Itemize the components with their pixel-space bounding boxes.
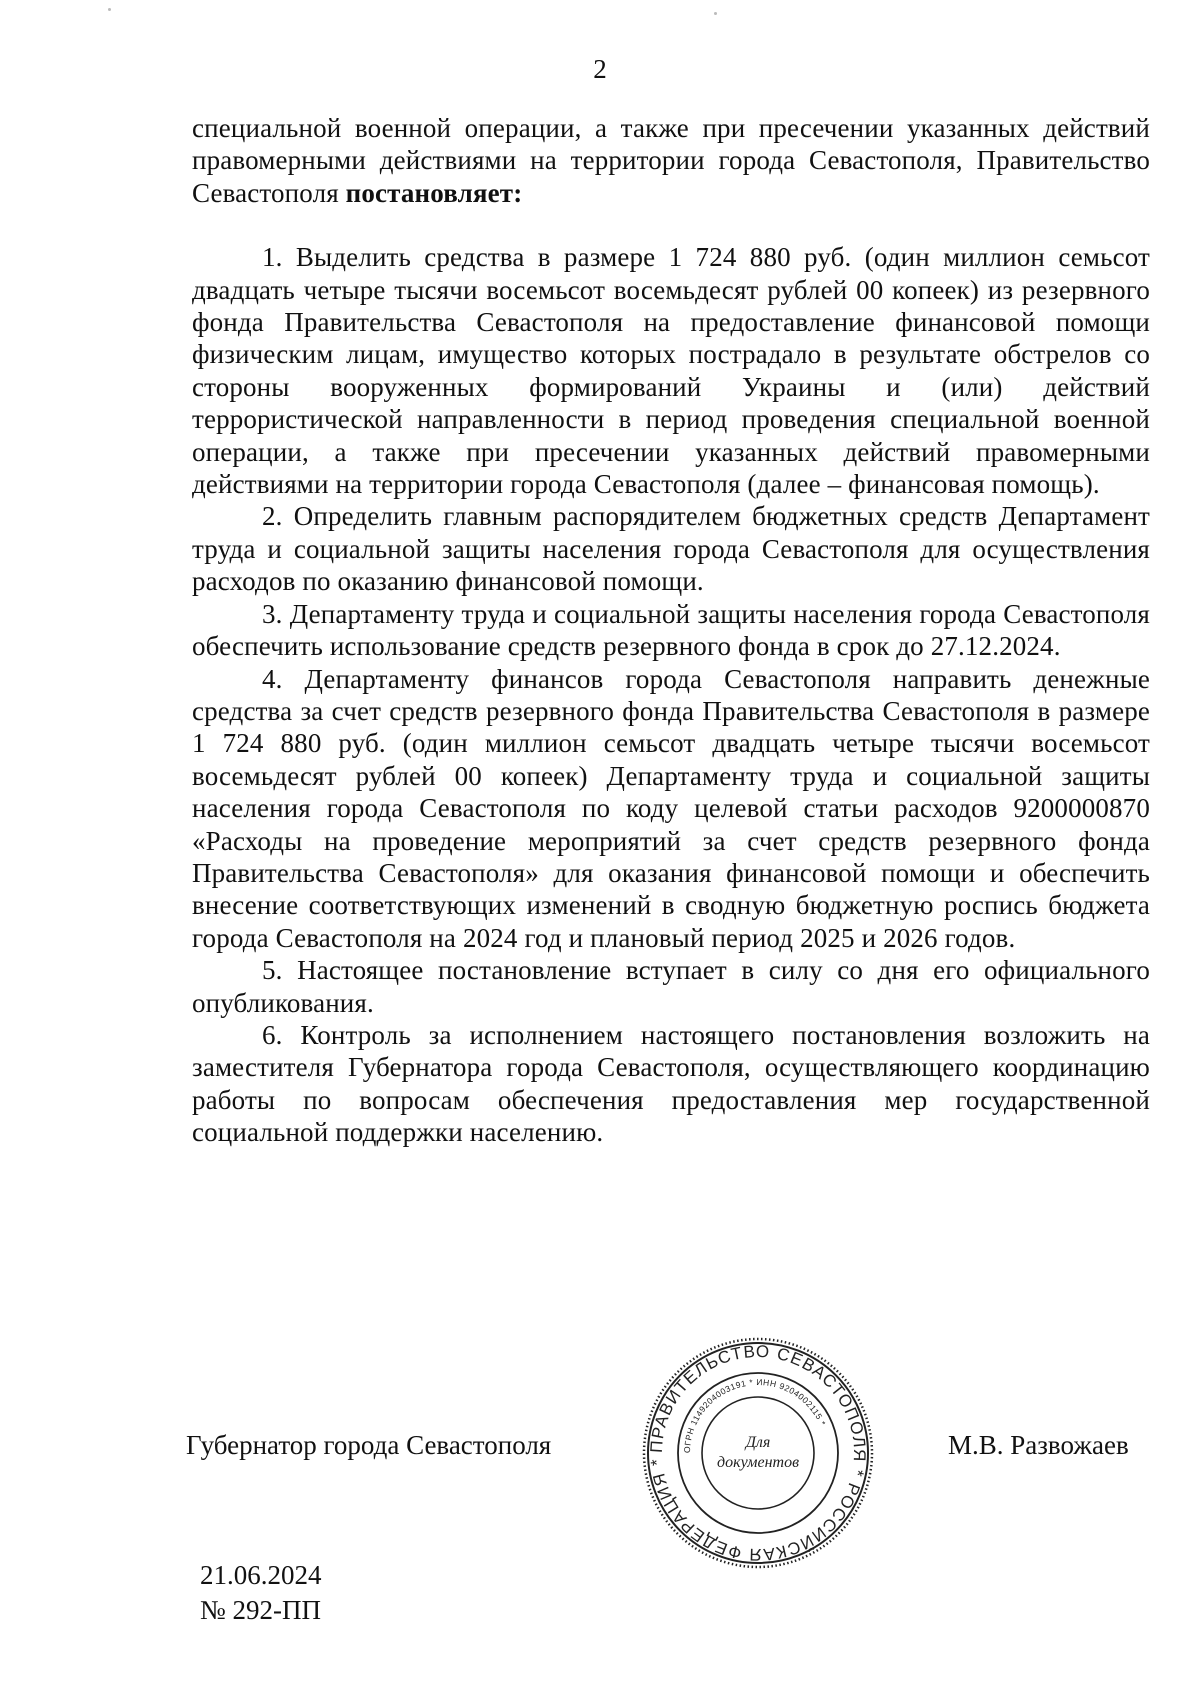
paragraph-item-1: 1. Выделить средства в размере 1 724 880 руб. (один миллион семьсот двадцать четыре тысячи восемьсот восемьдесят рублей 00 копеек) из резервного фонда Правительства Севастополя на предоставление финансовой помощи физическим лицам, имущество которых пострадало в результате обстрелов со стороны вооруженных формирований Украины и (или) действий террористической направленности в период проведения специальной военной операции, а также при пресечении указанных действий правомерными действиями на территории города Севастополя (далее – финансовая помощь). [192, 242, 1150, 500]
official-seal-icon [640, 1335, 876, 1571]
document-date: 21.06.2024 [200, 1560, 322, 1590]
paragraph-item-6: 6. Контроль за исполнением настоящего постановления возложить на заместителя Губернатора города Севастополя, осуществляющего координацию работы по вопросам обеспечения предоставления мер государственной социальной поддержки населению. [192, 1019, 1150, 1148]
document-body [192, 112, 1150, 1149]
scan-artifact [714, 12, 717, 15]
seal-center-line-2: документов [716, 1454, 800, 1471]
seal-center-line-1: Для [745, 1434, 771, 1451]
signatory-title: Губернатор города Севастополя [186, 1430, 552, 1460]
intro-decree-word: постановляет: [345, 177, 523, 208]
paragraph-item-2: 2. Определить главным распорядителем бюджетных средств Департамент труда и социальной защиты населения города Севастополя для осуществления расходов по оказанию финансовой помощи. [192, 501, 1150, 597]
paragraph-item-5: 5. Настоящее постановление вступает в силу со дня его официального опубликования. [192, 955, 1150, 1018]
seal-inner-text: ОГРН 1149204003191 * ИНН 9204002115 * [681, 1376, 828, 1454]
paragraph-item-4: 4. Департаменту финансов города Севастополя направить денежные средства за счет средств резервного фонда Правительства Севастополя в размере 1 724 880 руб. (один миллион семьсот двадцать четыре тысячи восемьсот восемьдесят рублей 00 копеек) Департаменту труда и социальной защиты населения города Севастополя по коду целевой статьи расходов 9200000870 «Расходы на проведение мероприятий за счет средств резервного фонда Правительства Севастополя» для оказания финансовой помощи и обеспечить внесение соответствующих изменений в сводную бюджетную роспись бюджета города Севастополя на 2024 год и плановый период 2025 и 2026 годов. [192, 663, 1150, 953]
seal-outer-text: ПРАВИТЕЛЬСТВО СЕВАСТОПОЛЯ * РОССИЙСКАЯ ФЕДЕРАЦИЯ * [646, 1341, 870, 1565]
page-number: 2 [593, 54, 607, 84]
intro-text: специальной военной операции, а также при пресечении указанных действий правомерными действиями на территории города Севастополя, Правительство Севастополя [192, 113, 1150, 208]
scan-artifact [108, 8, 111, 11]
intro-paragraph [192, 112, 1150, 209]
paragraph-item-3: 3. Департаменту труда и социальной защиты населения города Севастополя обеспечить использование средств резервного фонда в срок до 27.12.2024. [192, 598, 1150, 662]
signatory-name: М.В. Развожаев [948, 1430, 1129, 1460]
document-number: № 292-ПП [200, 1595, 321, 1625]
